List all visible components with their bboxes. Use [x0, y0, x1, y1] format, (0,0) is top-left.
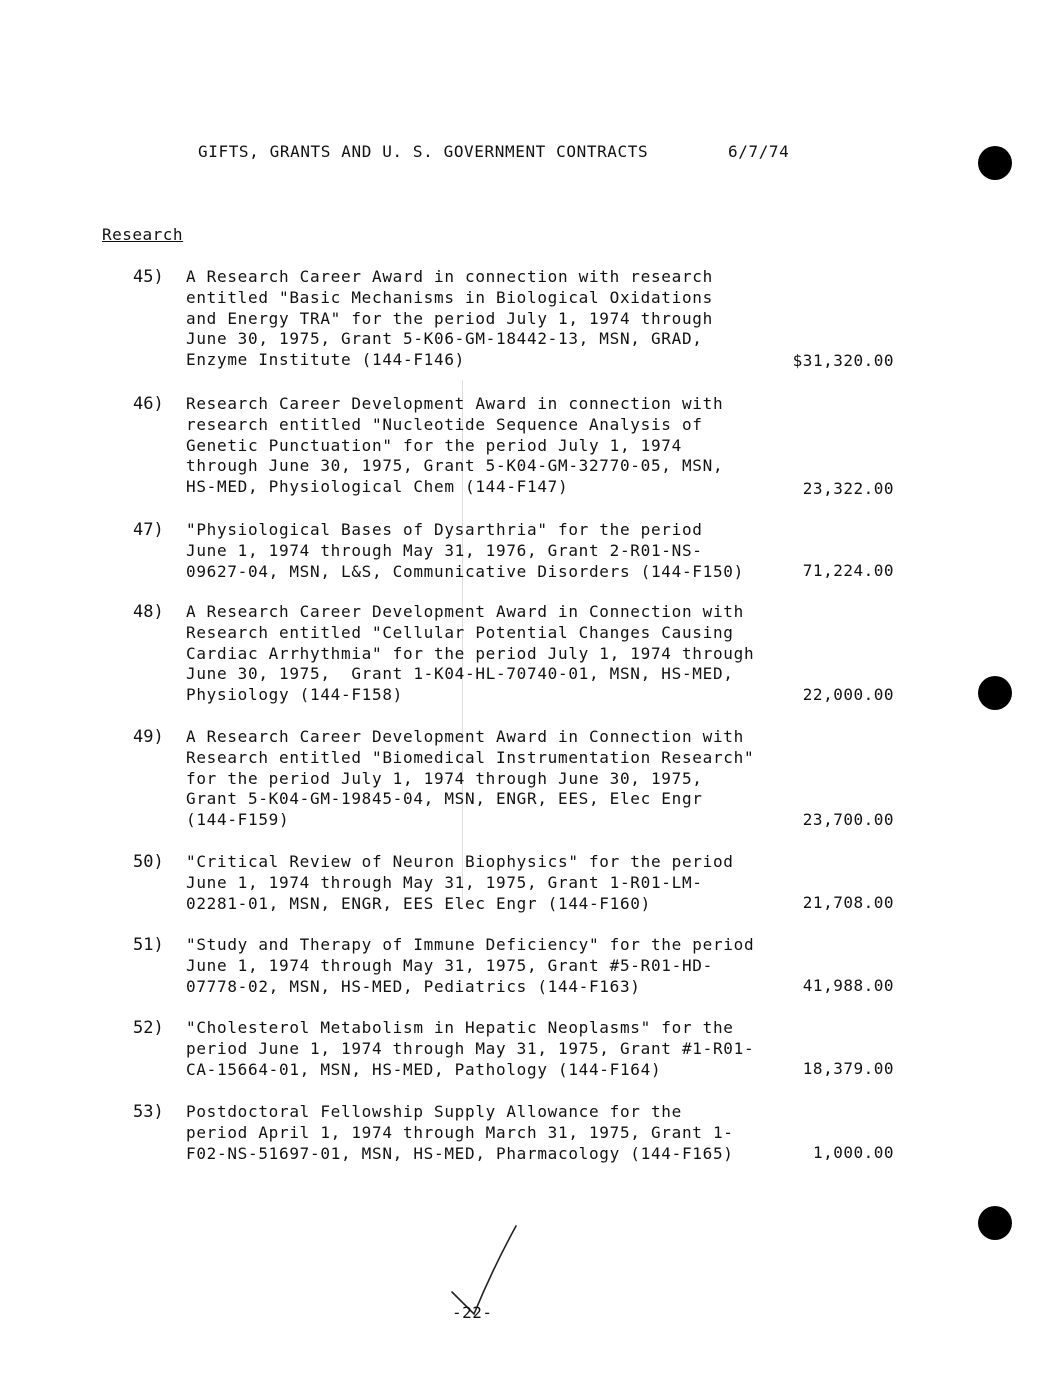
- entry-number: 50): [133, 852, 164, 872]
- entry-line: HS-MED, Physiological Chem (144-F147): [186, 477, 569, 497]
- entry-description: [186, 602, 754, 706]
- entry-amount: 41,988.00: [802, 976, 894, 995]
- entry-amount: 1,000.00: [812, 1143, 894, 1162]
- entry-line: research entitled "Nucleotide Sequence Analysis of: [186, 414, 703, 434]
- binder-hole-bottom: [978, 1206, 1012, 1240]
- entry-line: Physiology (144-F158): [186, 685, 403, 705]
- entry-line: "Physiological Bases of Dysarthria" for the period: [186, 520, 703, 539]
- entry-number: 49): [133, 727, 164, 747]
- entry-line: June 30, 1975, Grant 5-K06-GM-18442-13, MSN, GRAD,: [186, 329, 703, 349]
- entry-line: Research entitled "Biomedical Instrumentation Research": [186, 747, 755, 767]
- binder-hole-middle: [978, 676, 1012, 710]
- entry-line: for the period July 1, 1974 through June 30, 1975,: [186, 768, 703, 788]
- entry-description: [186, 394, 723, 498]
- entry-description: [186, 1018, 754, 1080]
- entry-line: period June 1, 1974 through May 31, 1975, Grant #1-R01-: [186, 1038, 755, 1058]
- entry-description: [186, 267, 713, 371]
- entry-line: F02-NS-51697-01, MSN, HS-MED, Pharmacology (144-F165): [186, 1143, 734, 1163]
- entry-line: and Energy TRA" for the period July 1, 1974 through: [186, 308, 713, 328]
- entry-line: entitled "Basic Mechanisms in Biological Oxidations: [186, 287, 713, 307]
- entry-line: 09627-04, MSN, L&S, Communicative Disorders (144-F150): [186, 561, 744, 581]
- entry-amount: 71,224.00: [802, 561, 894, 580]
- entry-description: [186, 727, 754, 831]
- entry-line: 02281-01, MSN, ENGR, EES Elec Engr (144-F160): [186, 893, 651, 913]
- entry-line: Research entitled "Cellular Potential Changes Causing: [186, 622, 734, 642]
- entry-line: Genetic Punctuation" for the period July 1, 1974: [186, 435, 682, 455]
- entry-line: June 1, 1974 through May 31, 1975, Grant #5-R01-HD-: [186, 955, 713, 975]
- entry-line: A Research Career Development Award in Connection with: [186, 602, 744, 621]
- page-number: -22-: [452, 1303, 493, 1322]
- page-date: 6/7/74: [728, 142, 790, 161]
- entry-line: "Critical Review of Neuron Biophysics" for the period: [186, 852, 734, 871]
- entry-description: [186, 852, 734, 914]
- entry-number: 46): [133, 394, 164, 414]
- entry-line: A Research Career Development Award in Connection with: [186, 727, 744, 746]
- entry-amount: 23,700.00: [802, 810, 894, 829]
- entry-line: June 30, 1975, Grant 1-K04-HL-70740-01, MSN, HS-MED,: [186, 664, 734, 684]
- entry-amount: 18,379.00: [802, 1059, 894, 1078]
- entry-line: A Research Career Award in connection with research: [186, 267, 713, 286]
- entry-line: Research Career Development Award in connection with: [186, 394, 724, 413]
- entry-number: 48): [133, 602, 164, 622]
- entry-number: 45): [133, 267, 164, 287]
- entry-line: June 1, 1974 through May 31, 1975, Grant 1-R01-LM-: [186, 872, 703, 892]
- entry-number: 47): [133, 520, 164, 540]
- entry-line: Postdoctoral Fellowship Supply Allowance for the: [186, 1102, 682, 1121]
- entry-amount: 21,708.00: [802, 893, 894, 912]
- entry-line: CA-15664-01, MSN, HS-MED, Pathology (144-F164): [186, 1059, 662, 1079]
- entry-number: 51): [133, 935, 164, 955]
- entry-amount: $31,320.00: [792, 351, 894, 370]
- entry-line: through June 30, 1975, Grant 5-K04-GM-32770-05, MSN,: [186, 456, 724, 476]
- entry-line: 07778-02, MSN, HS-MED, Pediatrics (144-F163): [186, 976, 641, 996]
- entry-line: "Cholesterol Metabolism in Hepatic Neoplasms" for the: [186, 1018, 734, 1037]
- page-title: GIFTS, GRANTS AND U. S. GOVERNMENT CONTRACTS: [198, 142, 649, 161]
- entry-line: period April 1, 1974 through March 31, 1975, Grant 1-: [186, 1122, 734, 1142]
- entry-number: 52): [133, 1018, 164, 1038]
- entry-amount: 22,000.00: [802, 685, 894, 704]
- entry-line: "Study and Therapy of Immune Deficiency" for the period: [186, 935, 755, 954]
- entry-line: (144-F159): [186, 810, 290, 830]
- entry-line: Enzyme Institute (144-F146): [186, 350, 465, 370]
- entry-line: June 1, 1974 through May 31, 1976, Grant 2-R01-NS-: [186, 540, 703, 560]
- binder-hole-top: [978, 146, 1012, 180]
- entry-amount: 23,322.00: [802, 479, 894, 498]
- section-heading: Research: [102, 225, 184, 244]
- entry-description: [186, 935, 754, 997]
- entry-description: [186, 1102, 734, 1164]
- entry-description: [186, 520, 744, 582]
- entry-line: Grant 5-K04-GM-19845-04, MSN, ENGR, EES, Elec Engr: [186, 789, 703, 809]
- entry-line: Cardiac Arrhythmia" for the period July 1, 1974 through: [186, 643, 755, 663]
- entry-number: 53): [133, 1102, 164, 1122]
